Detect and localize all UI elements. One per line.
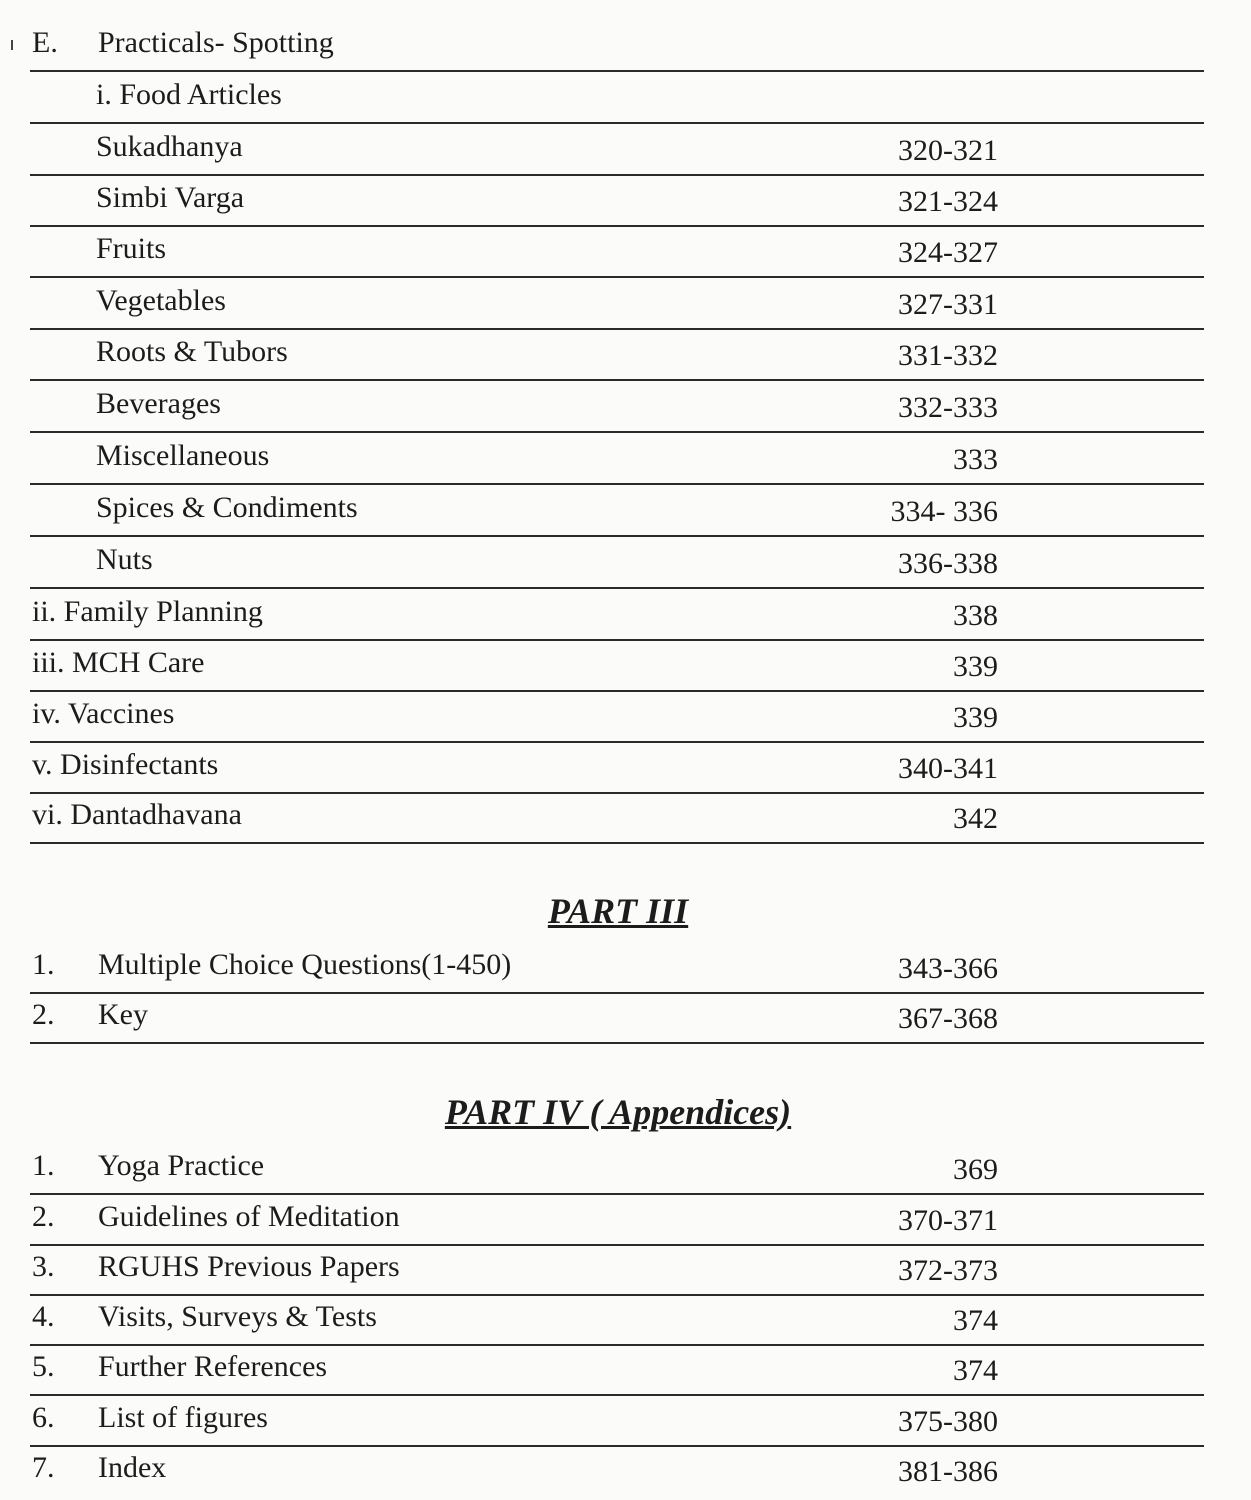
toc-row xyxy=(30,433,1204,485)
entry-title: Yoga Practice xyxy=(98,1149,265,1182)
entry-pages: 336-338 xyxy=(898,547,998,580)
entry-title: Fruits xyxy=(96,232,167,265)
toc-row xyxy=(30,124,1204,176)
entry-number: 2. xyxy=(32,998,55,1031)
entry-title: Spices & Condiments xyxy=(96,491,358,524)
toc-row xyxy=(30,589,1204,641)
entry-title: Multiple Choice Questions(1-450) xyxy=(98,948,512,981)
margin-mark xyxy=(11,40,13,50)
entry-title: iv. Vaccines xyxy=(32,697,175,730)
toc-row xyxy=(30,485,1204,537)
entry-number: 3. xyxy=(32,1250,55,1283)
toc-row-section-e xyxy=(30,20,1204,72)
toc-row xyxy=(30,792,1204,844)
toc-row xyxy=(30,1143,1204,1195)
entry-title: RGUHS Previous Papers xyxy=(98,1250,400,1283)
entry-number: 1. xyxy=(32,948,55,981)
toc-row xyxy=(30,278,1204,330)
entry-title: Simbi Varga xyxy=(96,181,245,214)
entry-title: Miscellaneous xyxy=(96,439,270,472)
entry-pages: 333 xyxy=(953,443,998,476)
section-title: Practicals- Spotting xyxy=(98,26,334,59)
entry-title: Index xyxy=(98,1451,167,1484)
toc-row xyxy=(30,1344,1204,1396)
entry-pages: 370-371 xyxy=(898,1204,998,1237)
entry-pages: 342 xyxy=(953,802,998,835)
toc-row xyxy=(30,381,1204,433)
entry-title: Vegetables xyxy=(96,284,226,317)
entry-pages: 324-327 xyxy=(898,236,998,269)
entry-title: v. Disinfectants xyxy=(32,748,219,781)
toc-row xyxy=(30,691,1204,743)
part-iii-heading: PART III xyxy=(547,891,689,931)
toc-row xyxy=(30,992,1204,1044)
toc-row xyxy=(30,942,1204,994)
entry-title: ii. Family Planning xyxy=(32,595,263,628)
toc-row xyxy=(30,742,1204,794)
entry-title: Further References xyxy=(98,1350,328,1383)
entry-title: Roots & Tubors xyxy=(96,335,288,368)
entry-number: 4. xyxy=(32,1300,55,1333)
entry-pages: 339 xyxy=(953,650,998,683)
entry-pages: 339 xyxy=(953,701,998,734)
entry-pages: 343-366 xyxy=(898,952,998,985)
toc-row-food-heading xyxy=(30,72,1204,124)
toc-row xyxy=(30,226,1204,278)
entry-pages: 332-333 xyxy=(898,391,998,424)
entry-title: Nuts xyxy=(96,543,153,576)
entry-pages: 327-331 xyxy=(898,288,998,321)
entry-pages: 338 xyxy=(953,599,998,632)
entry-pages: 367-368 xyxy=(898,1002,998,1035)
entry-pages: 334- 336 xyxy=(890,495,998,528)
part-iv-heading: PART IV ( Appendices) xyxy=(444,1092,792,1132)
entry-title: Guidelines of Meditation xyxy=(98,1200,400,1233)
entry-pages: 321-324 xyxy=(898,185,998,218)
toc-row xyxy=(30,175,1204,227)
entry-pages: 374 xyxy=(953,1304,998,1337)
toc-row xyxy=(30,1294,1204,1346)
entry-pages: 369 xyxy=(953,1153,998,1186)
entry-number: 1. xyxy=(32,1149,55,1182)
entry-pages: 331-332 xyxy=(898,339,998,372)
entry-pages: 374 xyxy=(953,1354,998,1387)
entry-pages: 320-321 xyxy=(898,134,998,167)
entry-title: iii. MCH Care xyxy=(32,646,205,679)
toc-row xyxy=(30,1194,1204,1246)
toc-row xyxy=(30,1445,1204,1497)
section-letter: E. xyxy=(32,26,58,59)
entry-pages: 381-386 xyxy=(898,1455,998,1488)
toc-row xyxy=(30,329,1204,381)
entry-title: Beverages xyxy=(96,387,221,420)
entry-title: Key xyxy=(98,998,148,1031)
entry-number: 2. xyxy=(32,1200,55,1233)
toc-row xyxy=(30,537,1204,589)
entry-title: List of figures xyxy=(98,1401,268,1434)
toc-row xyxy=(30,640,1204,692)
entry-title: Sukadhanya xyxy=(96,130,243,163)
entry-pages: 375-380 xyxy=(898,1405,998,1438)
entry-number: 6. xyxy=(32,1401,55,1434)
entry-pages: 340-341 xyxy=(898,752,998,785)
subsection-title: i. Food Articles xyxy=(96,78,282,111)
entry-title: Visits, Surveys & Tests xyxy=(98,1300,377,1333)
entry-number: 5. xyxy=(32,1350,55,1383)
entry-pages: 372-373 xyxy=(898,1254,998,1287)
toc-row xyxy=(30,1244,1204,1296)
entry-number: 7. xyxy=(32,1451,55,1484)
entry-title: vi. Dantadhavana xyxy=(32,798,242,831)
toc-row xyxy=(30,1395,1204,1447)
